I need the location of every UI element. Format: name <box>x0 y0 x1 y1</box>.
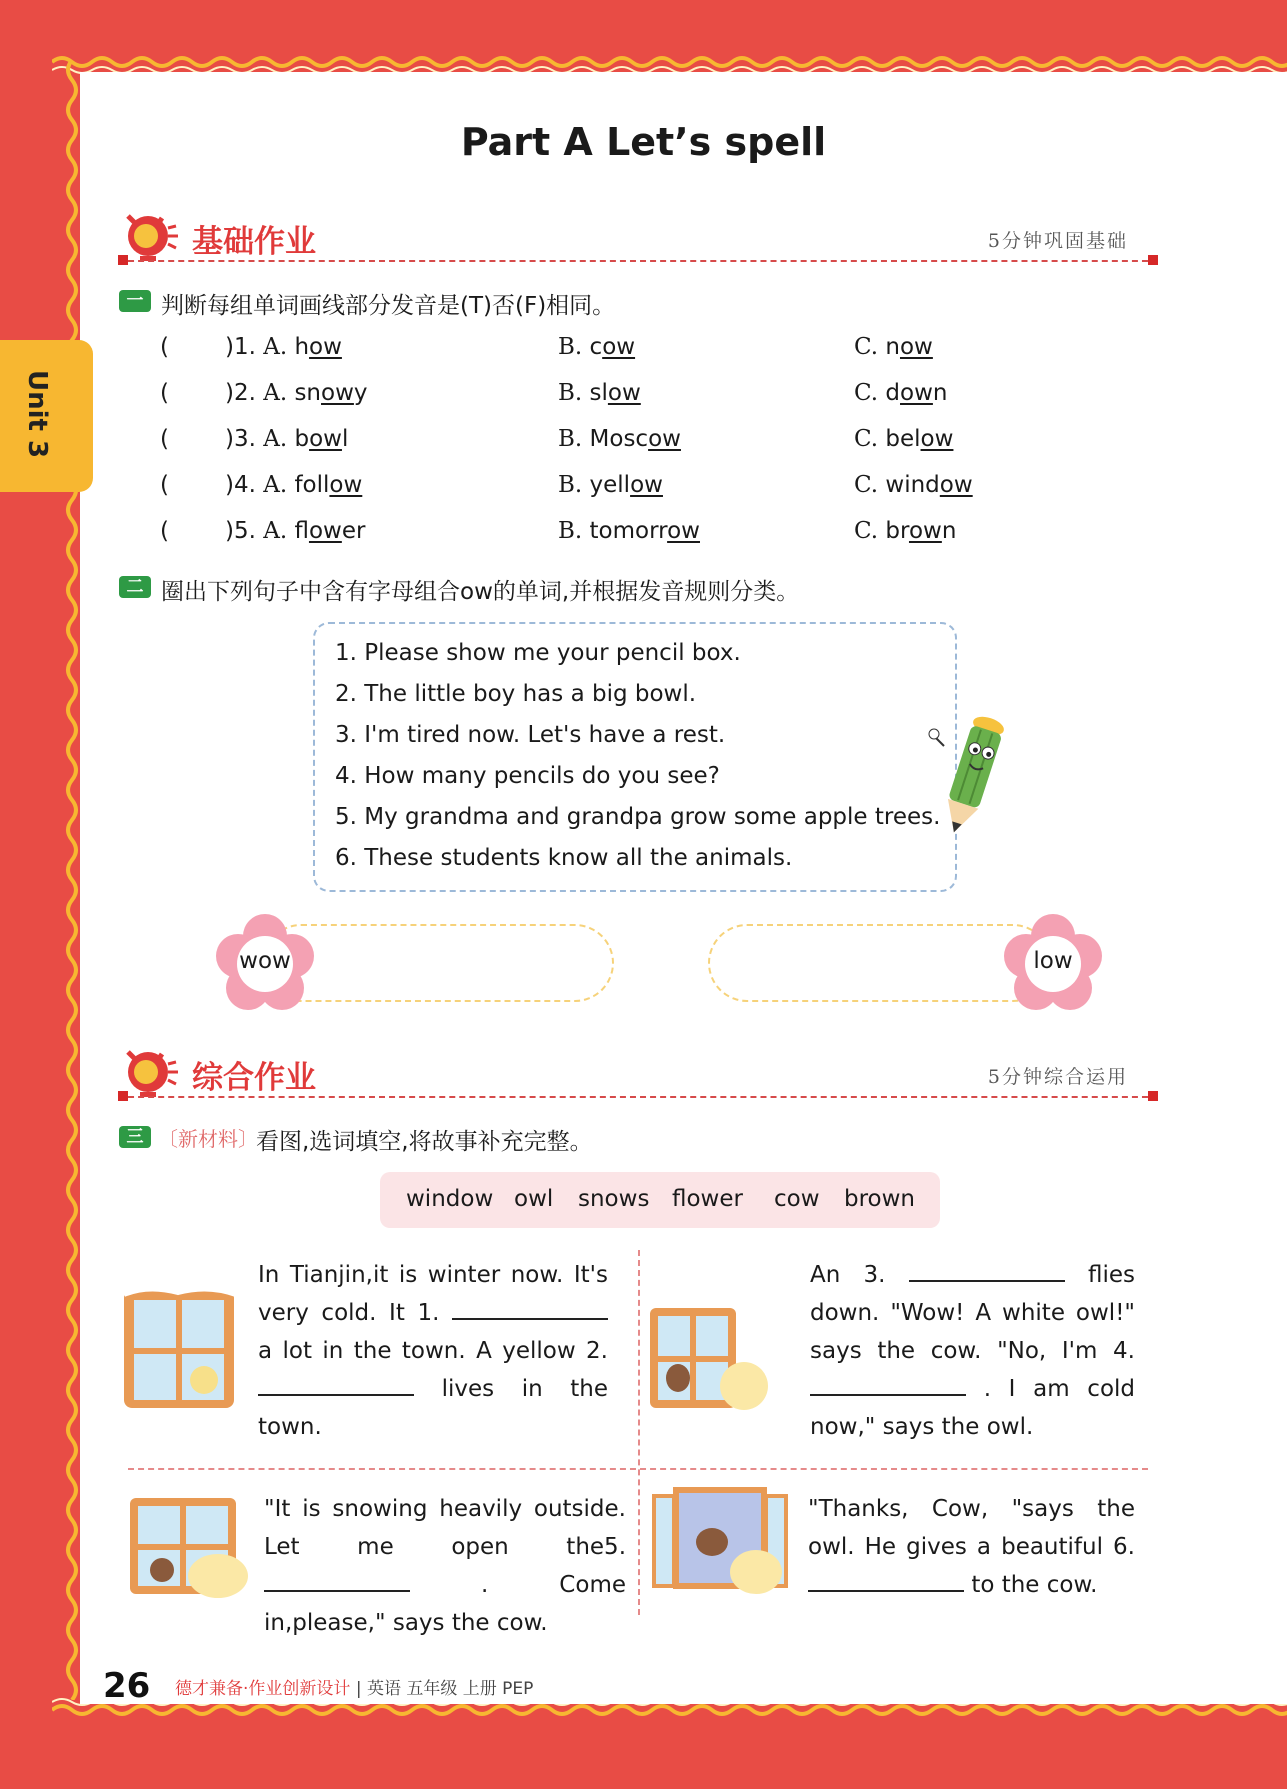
window-snow-illustration <box>128 1494 258 1604</box>
answer-paren: ( )2. A. snowy <box>160 380 368 406</box>
unit-tab-label: Unit 3 <box>22 370 52 459</box>
option-c: C. down <box>854 380 948 406</box>
story2-part3: . I am cold now," says the owl. <box>810 1376 1136 1440</box>
divider-dot <box>118 255 128 265</box>
option-b: B. cow <box>558 334 636 360</box>
section-subtitle-basic: 5分钟巩固基础 <box>987 230 1128 252</box>
story1-part2: a lot in the town. A yellow 2. <box>258 1338 608 1364</box>
story3-part2: . Come in,please," says the cow. <box>264 1572 626 1636</box>
answer-paren: ( )4. A. follow <box>160 472 363 498</box>
flower-low <box>1004 914 1102 1012</box>
option-c: C. below <box>854 426 954 452</box>
flower-wow <box>216 914 314 1012</box>
word-bank <box>380 1172 940 1228</box>
page-title: Part A Let’s spell <box>460 120 827 164</box>
sentence-2: 2. The little boy has a big bowl. <box>335 681 697 707</box>
section-title-comprehensive: 综合作业 <box>192 1060 316 1096</box>
new-material-tag: 〔新材料〕 <box>158 1127 258 1151</box>
story-panel-3 <box>264 1490 626 1642</box>
answer-paren: ( )1. A. how <box>160 334 342 360</box>
footer-brand: 德才兼备·作业创新设计 <box>175 1679 351 1699</box>
question-badge-1: 一 <box>119 290 151 312</box>
question-badge-3: 三 <box>119 1126 151 1148</box>
sentence-3: 3. I'm tired now. Let's have a rest. <box>335 722 726 748</box>
option-b: B. slow <box>558 380 641 406</box>
footer-term: 上册 <box>462 1679 497 1699</box>
sort-box-wow[interactable] <box>262 924 614 1002</box>
word-bank-item: snows <box>578 1186 650 1212</box>
word-bank-item: cow <box>774 1186 820 1212</box>
footer-separator: | <box>355 1679 362 1699</box>
divider-dot <box>118 1091 128 1101</box>
sentence-1: 1. Please show me your pencil box. <box>335 640 741 666</box>
blank-1[interactable] <box>452 1296 608 1320</box>
story4-part2: to the cow. <box>971 1572 1098 1598</box>
story4-part1: "Thanks, Cow, "says the owl. He gives a beautiful 6. <box>808 1496 1135 1560</box>
blank-2[interactable] <box>258 1372 414 1396</box>
story-panel-1 <box>258 1256 608 1446</box>
footer-text <box>175 1674 533 1699</box>
blank-3[interactable] <box>909 1258 1065 1282</box>
question-instruction-1: 判断每组单词画线部分发音是(T)否(F)相同。 <box>161 293 616 319</box>
section-title-basic: 基础作业 <box>192 224 316 260</box>
footer-edition: PEP <box>502 1679 534 1699</box>
story-panel-4 <box>808 1490 1135 1604</box>
story2-part1: An 3. <box>810 1262 886 1288</box>
blank-4[interactable] <box>810 1372 966 1396</box>
section-divider <box>118 1096 1158 1098</box>
pencil-mascot-icon <box>928 712 1008 840</box>
window-cow-illustration <box>118 1284 242 1418</box>
question-badge-2: 二 <box>119 576 151 598</box>
sentence-box <box>313 622 957 892</box>
option-b: B. Moscow <box>558 426 681 452</box>
blank-5[interactable] <box>264 1568 410 1592</box>
flower-label-low: low <box>1033 948 1073 974</box>
option-c: C. brown <box>854 518 957 544</box>
word-bank-item: brown <box>844 1186 916 1212</box>
page-number: 26 <box>103 1666 151 1706</box>
window-owl-illustration <box>648 1306 772 1416</box>
question-instruction-2: 圈出下列句子中含有字母组合ow的单词,并根据发音规则分类。 <box>161 579 800 605</box>
story1-part3: lives in the town. <box>258 1376 608 1440</box>
option-c: C. now <box>854 334 933 360</box>
option-b: B. tomorrow <box>558 518 700 544</box>
sentence-4: 4. How many pencils do you see? <box>335 763 720 789</box>
blank-6[interactable] <box>808 1568 964 1592</box>
panel-divider-vertical <box>638 1250 640 1615</box>
divider-dot <box>1148 255 1158 265</box>
question-instruction-3: 看图,选词填空,将故事补充完整。 <box>256 1129 593 1155</box>
story1-part1: In Tianjin,it is winter now. It's very cold. It 1. <box>258 1262 608 1326</box>
sentence-5: 5. My grandma and grandpa grow some apple trees. <box>335 804 941 830</box>
word-bank-item: window <box>406 1186 494 1212</box>
section-header-comprehensive <box>118 1044 1158 1100</box>
section-header-basic <box>118 208 1158 264</box>
answer-paren: ( )5. A. flower <box>160 518 366 544</box>
divider-dot <box>1148 1091 1158 1101</box>
sort-box-low[interactable] <box>708 924 1052 1002</box>
footer-grade: 五年级 <box>406 1679 458 1699</box>
story-panel-2 <box>810 1256 1135 1446</box>
option-b: B. yellow <box>558 472 663 498</box>
footer-subject: 英语 <box>366 1679 401 1699</box>
section-subtitle-comprehensive: 5分钟综合运用 <box>987 1066 1128 1088</box>
sentence-6: 6. These students know all the animals. <box>335 845 793 871</box>
story2-part2: flies down. "Wow! A white owl!" says the cow. "No, I'm 4. <box>810 1262 1136 1364</box>
word-bank-item: owl <box>514 1186 554 1212</box>
option-c: C. window <box>854 472 973 498</box>
story3-part1: "It is snowing heavily outside. Let me open the5. <box>264 1496 626 1560</box>
unit-tab <box>0 340 93 492</box>
panel-divider-horizontal <box>128 1468 1148 1470</box>
answer-paren: ( )3. A. bowl <box>160 426 349 452</box>
flower-label-wow: wow <box>239 948 291 974</box>
window-open-illustration <box>652 1486 792 1602</box>
word-bank-item: flower <box>672 1186 743 1212</box>
section-divider <box>118 260 1158 262</box>
